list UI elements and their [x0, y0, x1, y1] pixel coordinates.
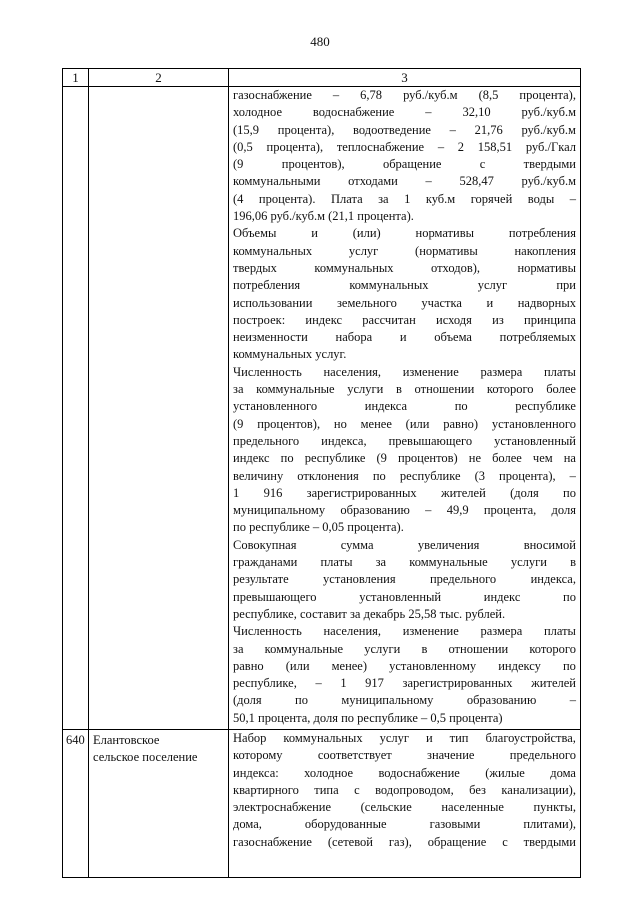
text-line: превышающего установленный индекс по: [233, 589, 576, 604]
column-header-number: 1: [63, 69, 89, 87]
text-line: построек: индекс рассчитан исходя из принципа: [233, 312, 576, 327]
text-line: за коммунальные услуги в отношении которого более: [233, 382, 576, 397]
text-line: республике, составит за декабрь 25,58 тыс. рублей.: [233, 606, 506, 621]
text-line: предельного индекса, превышающего установленный: [233, 433, 576, 448]
text-line: (доля по муниципальному образованию –: [233, 693, 576, 708]
text-line: потребления коммунальных услуг при: [233, 278, 576, 293]
table-row: [63, 729, 581, 877]
text-line: муниципальному образованию – 49,9 процента, доля: [233, 503, 576, 518]
text-line: неизменности набора и объема потребляемых: [233, 330, 576, 345]
column-header-content: 3: [229, 69, 581, 87]
row-content: [229, 729, 581, 877]
text-line: холодное водоснабжение – 32,10 руб./куб.м: [233, 105, 576, 120]
text-line: установленного индекса по республике: [233, 399, 576, 414]
text-line: коммунальными отходами – 528,47 руб./куб.м: [233, 174, 576, 189]
text-line: 1 916 зарегистрированных жителей (доля по: [233, 485, 576, 500]
text-line: величину отклонения по республике (3 процента), –: [233, 468, 576, 483]
text-line: 50,1 процента, доля по республике – 0,5 процента): [233, 710, 503, 725]
text-line: электроснабжение (сельские населенные пункты,: [233, 800, 576, 815]
page-number: 480: [310, 34, 330, 49]
text-line: Совокупная сумма увеличения вносимой: [233, 537, 576, 552]
text-line: Набор коммунальных услуг и тип благоустройства,: [233, 730, 576, 745]
text-line: результате установления предельного индекса,: [233, 572, 576, 587]
text-line: (9 процентов), но менее (или равно) установленного: [233, 416, 576, 431]
document-table: [62, 68, 581, 878]
text-line: (9 процентов), обращение с твердыми: [233, 157, 576, 172]
text-line: газоснабжение (сетевой газ), обращение с твердыми: [233, 834, 576, 849]
text-line: (0,5 процента), теплоснабжение – 2 158,51 руб./Гкал: [233, 139, 576, 154]
text-line: гражданами платы за коммунальные услуги в: [233, 555, 576, 570]
text-line: коммунальных услуг (нормативы накопления: [233, 243, 576, 258]
text-line: 196,06 руб./куб.м (21,1 процента).: [233, 209, 414, 224]
row-number: 640: [63, 729, 89, 877]
column-header-name: 2: [89, 69, 229, 87]
text-line: твердых коммунальных отходов), нормативы: [233, 260, 576, 275]
row-content: [229, 87, 581, 730]
table-row: [63, 87, 581, 730]
text-line: газоснабжение – 6,78 руб./куб.м (8,5 процента),: [233, 88, 576, 102]
text-line: Численность населения, изменение размера платы: [233, 364, 576, 379]
text-line: коммунальных услуг.: [233, 347, 347, 362]
text-line: квартирного типа с водопроводом, без канализации),: [233, 782, 576, 797]
text-line: которому соответствует значение предельного: [233, 748, 576, 763]
text-line: за коммунальные услуги в отношении которого: [233, 641, 576, 656]
text-line: равно (или менее) установленному индексу по: [233, 658, 576, 673]
text-line: использовании земельного участка и надворных: [233, 295, 576, 310]
text-line: (15,9 процента), водоотведение – 21,76 руб./куб.м: [233, 122, 576, 137]
text-line: по республике – 0,05 процента).: [233, 520, 404, 535]
text-line: дома, оборудованные газовыми плитами),: [233, 817, 576, 832]
text-line: Объемы и (или) нормативы потребления: [233, 226, 576, 241]
table-header-row: [63, 69, 581, 87]
text-line: Численность населения, изменение размера платы: [233, 624, 576, 639]
name-line: сельское поселение: [93, 750, 198, 765]
municipality-name: [89, 87, 229, 730]
text-line: (4 процента). Плата за 1 куб.м горячей воды –: [233, 191, 576, 206]
text-line: индекс по республике (9 процентов) не более чем на: [233, 451, 576, 466]
row-number: [63, 87, 89, 730]
name-line: Елантовское: [93, 732, 160, 747]
text-line: индекса: холодное водоснабжение (жилые дома: [233, 765, 576, 780]
text-line: республике, – 1 917 зарегистрированных жителей: [233, 676, 576, 691]
municipality-name: [89, 729, 229, 877]
